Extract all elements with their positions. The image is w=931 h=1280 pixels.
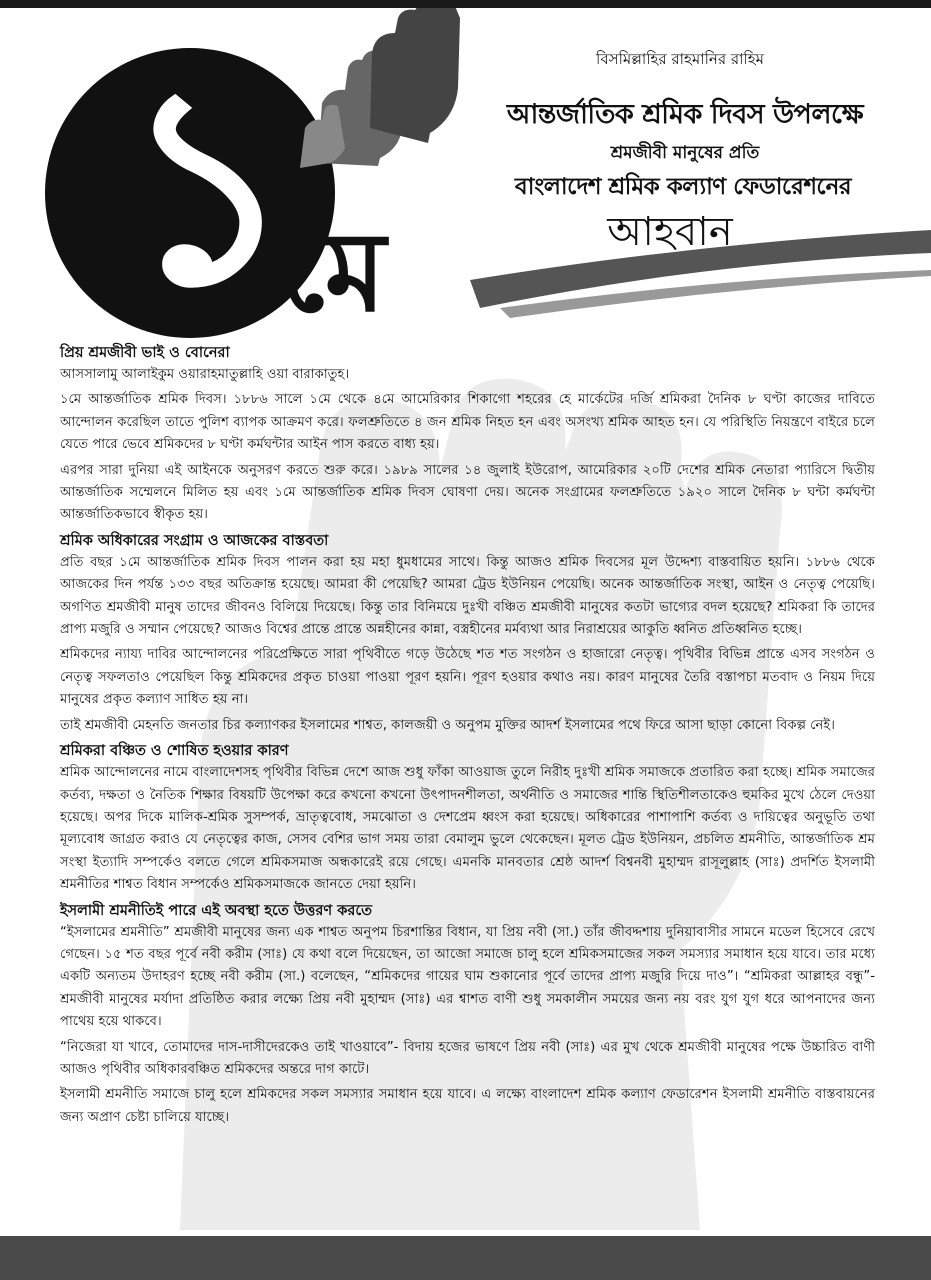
- paragraph: আসসালামু আলাইকুম ওয়ারাহমাতুল্লাহি ওয়া বারাকাতুহ।: [60, 367, 350, 382]
- paragraph: শ্রমিক আন্দোলনের নামে বাংলাদেশসহ পৃথিবীর বিভিন্ন দেশে আজ শুধু ফাঁকা আওয়াজ তুলে নিরীহ দুঃখী শ্রমিক সমাজকে প্রতারিত করা হচ্ছে। শ্রমিক সমাজের কর্তব্য, দক্ষতা ও নৈতিক শিক্ষার বিষয়টি উপেক্ষা করে কখনো কখনো উৎপাদনশীলতা, অর্থনীতি ও সমাজের শান্তি স্থিতিশীলতাকেও হুমকির মুখে ঠেলে দেওয়া হয়েছে। অপর দিকে মালিক-শ্রমিক সুসম্পর্ক, ভ্রাতৃত্ববোধ, সমঝোতা ও দেশপ্রেম ধ্বংস করা হয়েছে। অধিকারের পাশাপাশি কর্তব্য ও দায়িত্বের অনুভূতি তথা মূল্যবোধ জাগ্রত করাও যে নেতৃত্বের কাজ, সেসব বেশির ভাগ সময় তারা বেমালুম ভুলে থেকেছেন। মূলত ট্রেড ইউনিয়ন, প্রচলিত শ্রমনীতি, আন্তর্জাতিক শ্রম সংস্থা ইত্যাদি সম্পর্কেও বলতে গেলে শ্রমিকসমাজ অন্ধকারেই রয়ে গেছে। এমনকি মানবতার শ্রেষ্ঠ আদর্শ বিশ্বনবী মুহাম্মদ রাসূলুল্লাহ (সাঃ) প্রদর্শিত ইসলামী শ্রমনীতির শাশ্বত বিধান সম্পর্কেও শ্রমিকসমাজকে জানতে দেয়া হয়নি।: [60, 765, 875, 893]
- paragraph: ১মে আন্তর্জাতিক শ্রমিক দিবস। ১৮৮৬ সালে ১মে থেকে ৪মে আমেরিকার শিকাগো শহরের হে মার্কেটের দর্জি শ্রমিকরা দৈনিক ৮ ঘণ্টা কাজের দাবিতে আন্দোলন করেছিল তাতে পুলিশ ব্যাপক আক্রমণ করে। ফলশ্রুতিতে ৪ জন শ্রমিক নিহত হন এবং অসংখ্য শ্রমিক আহত হন। যে পরিস্থিতি নিয়ন্ত্রণে বাইরে চলে যেতে পারে ভেবে শ্রমিকদের ৮ ঘণ্টা কর্মঘন্টার আইন পাস করতে বাধ্য হয়।: [60, 392, 875, 453]
- date-number: ১: [120, 29, 296, 330]
- paragraph: শ্রমিকদের ন্যায্য দাবির আন্দোলনের পরিপ্রেক্ষিতে সারা পৃথিবীতে গড়ে উঠেছে শত শত সংগঠন ও হাজারো নেতৃত্ব। পৃথিবীর বিভিন্ন প্রান্তে এসব সংগঠন ও নেতৃত্ব সফলতাও পেয়েছিল কিন্তু শ্রমিকদের প্রকৃত চাওয়া পাওয়া পূরণ হয়নি। পূরণ হওয়ার কথাও নয়। কারণ মানুষের তৈরি বস্তাপচা মতবাদ ও নিয়ম দিয়ে মানুষের প্রকৃত কল্যাণ সাধিত হয় না।: [60, 647, 875, 708]
- section-heading: প্রিয় শ্রমজীবী ভাই ও বোনেরা: [60, 345, 230, 361]
- headline-3: বাংলাদেশ শ্রমিক কল্যাণ ফেডারেশনের: [514, 174, 852, 200]
- bismillah: বিসমিল্লাহির রাহমানির রাহিম: [596, 50, 764, 68]
- date-month: মে: [280, 208, 386, 330]
- paragraph: এরপর সারা দুনিয়া এই আইনকে অনুসরণ করতে শুরু করে। ১৯৮৯ সালের ১৪ জুলাই ইউরোপ, আমেরিকার ২০টি দেশের শ্রমিক নেতারা প্যারিসে দ্বিতীয় আন্তর্জাতিক সম্মেলনে মিলিত হয় এবং ১মে আন্তর্জাতিক শ্রমিক দিবস ঘোষণা দেয়। অনেক সংগ্রামের ফলশ্রুতিতে ১৯২০ সালে দৈনিক ৮ ঘন্টা কর্মঘন্টা আন্তর্জাতিকভাবে স্বীকৃত হয়।: [60, 462, 875, 523]
- paragraph: প্রতি বছর ১মে আন্তর্জাতিক শ্রমিক দিবস পালন করা হয় মহা ধুমধামের সাথে। কিন্তু আজও শ্রমিক দিবসের মূল উদ্দেশ্য বাস্তবায়িত হয়নি। ১৮৮৬ থেকে আজকের দিন পর্যন্ত ১৩৩ বছর অতিক্রান্ত হয়েছে। আমরা কী পেয়েছি? আমরা ট্রেড ইউনিয়ন পেয়েছি। অনেক আন্তর্জাতিক সংস্থা, আইন ও নেতৃত্ব পেয়েছি। অগণিত শ্রমজীবী মানুষ তাদের জীবনও বিলিয়ে দিয়েছে। কিন্তু তার বিনিময়ে দুঃখী বঞ্চিত শ্রমজীবী মানুষের কতটা ভাগ্যের বদল হয়েছে? শ্রমিকরা কি তাদের প্রাপ্য মজুরি ও সম্মান পেয়েছে? আজও বিশ্বের প্রান্তে প্রান্তে অন্নহীনের কান্না, বস্ত্রহীনের মর্মব্যথা আর নিরাশ্রয়ের আকুতি ধ্বনিত প্রতিধ্বনিত হচ্ছে।: [60, 554, 875, 638]
- may-day-logo: [70, 10, 490, 330]
- headline-1: আন্তর্জাতিক শ্রমিক দিবস উপলক্ষে: [506, 99, 864, 130]
- headline-call: আহবান: [607, 209, 733, 255]
- section-heading: শ্রমিকরা বঞ্চিত ও শোষিত হওয়ার কারণ: [60, 743, 289, 760]
- paragraph: ইসলামী শ্রমনীতি সমাজে চালু হলে শ্রমিকদের সকল সমস্যার সমাধান হয়ে যাবে। এ লক্ষ্যে বাংলাদেশ শ্রমিক কল্যাণ ফেডারেশন ইসলামী শ্রমনীতি বাস্তবায়নের জন্য অপ্রাণ চেষ্টা চালিয়ে যাচ্ছে।: [60, 1087, 875, 1125]
- section-heading: ইসলামী শ্রমনীতিই পারে এই অবস্থা হতে উত্তরণ করতে: [60, 902, 373, 919]
- paragraph: “ইসলামের শ্রমনীতি” শ্রমজীবী মানুষের জন্য এক শাশ্বত অনুপম চিরশান্তির বিধান, যা প্রিয় নবী (সা.) তাঁর জীবদ্দশায় দুনিয়াবাসীর সামনে মডেল হিসেবে রেখে গেছেন। ১৫ শত বছর পূর্বে নবী করীম (সাঃ) যে কথা বলে দিয়েছেন, তা আজো সমাজে চালু হলে শ্রমিকসমাজের সকল সমস্যার সমাধান হয়ে যাবে। তার মধ্যে একটি অন্যতম উদাহরণ হচ্ছে নবী করীম (সা.) বলেছেন, “শ্রমিকদের গায়ের ঘাম শুকানোর পূর্বে তাদের প্রাপ্য মজুরি দিয়ে দাও”। “শ্রমিকরা আল্লাহর বন্ধু”-শ্রমজীবী মানুষের মর্যাদা প্রতিষ্ঠিত করার লক্ষ্যে প্রিয় নবী মুহাম্মদ (সাঃ) এর শ্বাশত বাণী শুধু সমকালীন সময়ের জন্য নয় বরং যুগ যুগ ধরে আপনাদের জন্য পাথেয় হয়ে থাকবে।: [60, 924, 875, 1030]
- paragraph: তাই শ্রমজীবী মেহনতি জনতার চির কল্যাণকর ইসলামের শাশ্বত, কালজয়ী ও অনুপম মুক্তির আদর্শ ইসলামের পথে ফিরে আসা ছাড়া কোনো বিকল্প নেই।: [60, 717, 835, 733]
- headline-2: শ্রমজীবী মানুষের প্রতি: [610, 143, 760, 163]
- paragraph: “নিজেরা যা খাবে, তোমাদের দাস-দাসীদেরকেও তাই খাওয়াবে”- বিদায় হজের ভাষণে প্রিয় নবী (সাঃ) এর মুখ থেকে শ্রমজীবী মানুষের পক্ষে উচ্চারিত বাণী আজও পৃথিবীর অধিকারবঞ্চিত শ্রমিকদের অন্তরে দাগ কাটে।: [60, 1039, 875, 1077]
- bottom-border: [0, 1236, 931, 1280]
- top-border: [0, 0, 931, 8]
- article-body: [60, 340, 875, 1132]
- section-heading: শ্রমিক অধিকারের সংগ্রাম ও আজকের বাস্তবতা: [60, 532, 329, 549]
